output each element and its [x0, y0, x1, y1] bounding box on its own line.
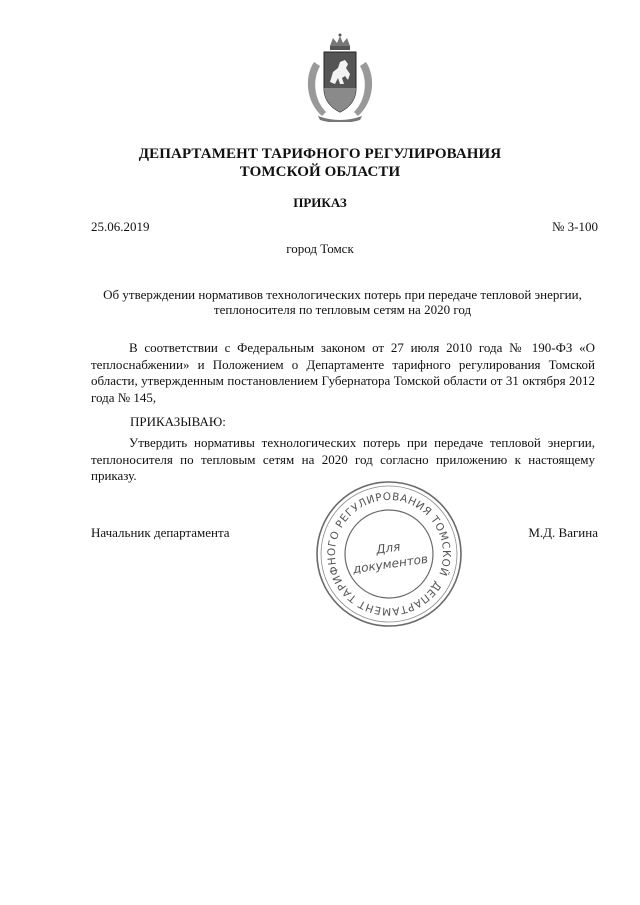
- department-title-line1: ДЕПАРТАМЕНТ ТАРИФНОГО РЕГУЛИРОВАНИЯ: [138, 146, 502, 162]
- document-number: № 3-100: [552, 219, 598, 234]
- department-title-line2: ТОМСКОЙ ОБЛАСТИ: [239, 164, 401, 180]
- document-date: 25.06.2019: [91, 219, 150, 234]
- document-subject: Об утверждении нормативов технологических потерь при передаче тепловой энергии, теплоносителя по тепловым сетям на 2020 год: [103, 287, 582, 317]
- signatory-role: Начальник департамента: [91, 525, 230, 540]
- document-type: ПРИКАЗ: [293, 195, 347, 210]
- coat-of-arms-emblem: [300, 32, 380, 122]
- city: город Томск: [286, 241, 354, 256]
- paragraph-basis: В соответствии с Федеральным законом от 27 июля 2010 года № 190-ФЗ «О теплоснабжении» и Положением о Департаменте тарифного регулирования Томской области, утвержденным постановлением Губернатора Томской области от 31 октября 2012 года № 145,: [91, 340, 595, 405]
- stamp-center-line2: документов: [351, 551, 429, 577]
- stamp-ring-text: ДЕПАРТАМЕНТ ТАРИФНОГО РЕГУЛИРОВАНИЯ ТОМСКОЙ: [325, 490, 453, 618]
- signatory-name: М.Д. Вагина: [528, 525, 598, 540]
- official-stamp: [313, 478, 465, 630]
- stamp-center-line1: Для: [375, 539, 402, 557]
- paragraph-order: Утвердить нормативы технологических потерь при передаче тепловой энергии, теплоносителя по тепловым сетям на 2020 год согласно приложению к настоящему приказу.: [91, 435, 595, 483]
- order-word: ПРИКАЗЫВАЮ:: [130, 414, 226, 429]
